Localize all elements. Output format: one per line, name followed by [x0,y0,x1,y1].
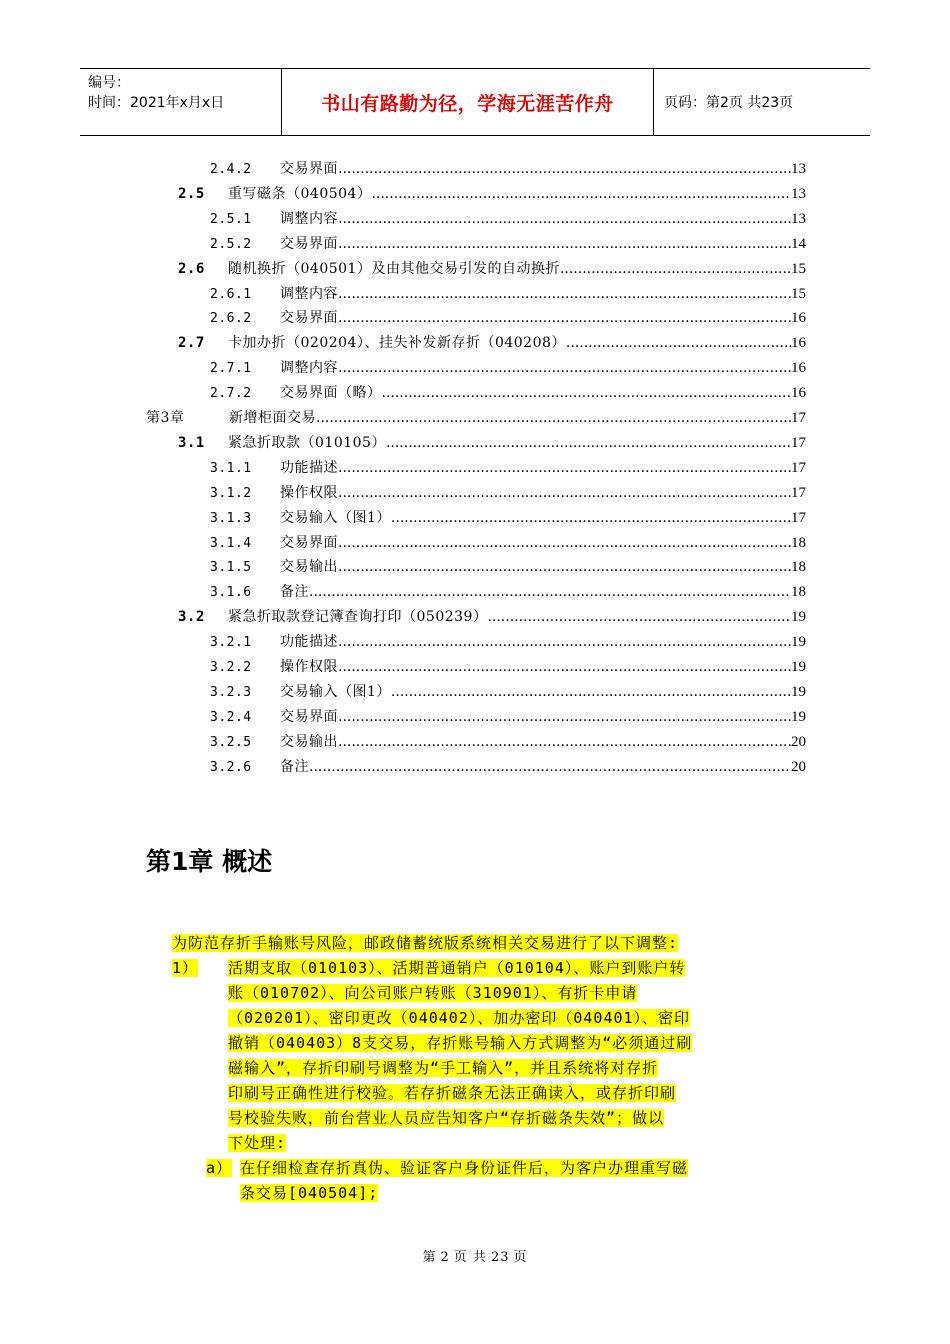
sub-item-letter: a） [206,1159,233,1177]
list-item-line: 活期支取（010103）、活期普通销户（010104）、账户到账户转 [228,959,686,977]
header-code-label: 编号： [88,75,130,91]
toc-entry-page: 14 [791,235,806,252]
toc-entry[interactable] [210,656,806,681]
toc-entry-page: 20 [791,733,806,750]
toc-entry-page: 20 [791,758,806,775]
chapter-heading: 第1章 概述 [146,847,273,876]
toc-entry[interactable] [210,631,806,656]
toc-leader-dots [391,684,791,700]
toc-entry-number: 3.1.3 [210,510,252,526]
toc-entry[interactable] [210,556,806,581]
toc-entry-page: 15 [791,260,806,277]
list-item-line: 撤销（040403）8支交易，存折账号输入方式调整为“必须通过刷 [228,1034,693,1052]
toc-entry-page: 17 [791,459,806,476]
toc-entry-page: 17 [791,434,806,451]
toc-entry-page: 19 [791,659,806,675]
toc-entry-number: 2.7.2 [210,386,252,402]
footer-suffix: 页 [513,1250,528,1265]
toc-entry-number: 2.5 [178,185,205,202]
toc-entry-title: 交易输入（图1） [280,509,391,526]
toc-entry-number: 3.1.4 [210,535,252,551]
toc-entry-title: 交易界面（略） [280,385,382,402]
toc-entry-title: 交易输出 [280,559,338,576]
toc-leader-dots [560,261,791,277]
toc-leader-dots [338,485,791,501]
toc-entry[interactable] [178,258,806,283]
toc-entry-number: 3.1 [178,434,205,451]
toc-entry-number: 3.2.5 [210,734,252,750]
list-item-line: 账（010702）、向公司账户转账（310901）、有折卡申请 [228,984,638,1002]
toc-entry[interactable] [210,581,806,606]
toc-entry-title: 交易输出 [280,733,338,750]
toc-entry[interactable] [210,532,806,557]
toc-entry-title: 操作权限 [280,484,338,501]
toc-leader-dots [338,310,791,326]
toc-leader-dots [566,335,791,351]
toc-entry-number: 3.1.6 [210,585,252,601]
toc-entry-title: 交易界面 [280,161,338,177]
toc-entry[interactable] [178,332,806,357]
toc-entry-page: 13 [791,185,806,202]
list-item-line: 下处理: [228,1134,287,1152]
header-page-info-cell [654,69,870,135]
toc-entry-page: 13 [791,210,806,227]
toc-entry[interactable] [210,382,806,407]
header-meta [80,69,282,135]
toc-entry-page: 18 [791,534,806,551]
toc-entry-page: 15 [791,285,806,302]
toc-entry[interactable] [210,208,806,233]
intro-text: 为防范存折手输账号风险，邮政储蓄统版系统相关交易进行了以下调整: [172,934,679,952]
toc-entry-page: 16 [791,335,806,352]
toc-entry-number: 2.6.1 [210,286,252,302]
sub-item-line: 条交易[040504]; [240,1184,379,1202]
toc-leader-dots [338,535,791,551]
toc-entry[interactable] [210,756,806,781]
toc-leader-dots [316,410,791,426]
toc-entry-page: 16 [791,360,806,377]
list-item-line: 号校验失败，前台营业人员应告知客户“存折磁条失效”；做以 [228,1109,665,1127]
toc-entry-title: 备注 [280,758,309,775]
toc-entry-page: 19 [791,609,806,626]
toc-entry-page: 13 [791,161,806,177]
toc-entry-number: 3.1.1 [210,460,252,476]
toc-entry[interactable] [210,482,806,507]
header-motto-cell [282,69,654,135]
toc-entry[interactable] [178,606,806,631]
toc-entry-title: 交易界面 [280,235,338,252]
toc-entry[interactable] [210,283,806,308]
toc-leader-dots [487,609,791,625]
toc-entry-number: 3.2.1 [210,635,252,651]
toc-entry-number: 2.5.2 [210,236,252,252]
toc-entry[interactable] [210,507,806,532]
toc-entry[interactable] [210,233,806,258]
toc-entry-number: 3.2.2 [210,660,252,675]
toc-entry-title: 交易界面 [280,534,338,551]
toc-entry-page: 17 [791,509,806,526]
list-item-line: 磁输入”，存折印刷号调整为“手工输入”，并且系统将对存折 [228,1059,659,1077]
toc-entry-page: 16 [791,385,806,402]
toc-entry-number: 3.2.3 [210,684,252,700]
toc-entry[interactable] [210,706,806,731]
intro-paragraph [172,931,678,956]
toc-leader-dots [338,634,791,650]
toc-entry[interactable] [210,731,806,756]
toc-entry-title: 功能描述 [280,634,338,651]
toc-leader-dots [338,360,791,376]
toc-leader-dots [309,584,791,600]
toc-entry-page: 17 [791,484,806,501]
toc-entry-number: 3.2.6 [210,759,252,775]
toc-entry-title: 调整内容 [280,210,338,227]
toc-entry-number: 2.6.2 [210,311,252,327]
toc-leader-dots [309,759,791,775]
toc-leader-dots [338,709,791,725]
toc-entry-number: 2.7.1 [210,361,252,377]
toc-entry-number: 3.1.2 [210,485,252,501]
page-footer [0,1246,950,1265]
toc-entry-title: 紧急折取款（010105） [228,434,386,451]
toc-entry-number: 3.1.5 [210,560,252,576]
list-item-line: （020201）、密印更改（040402）、加办密印（040401）、密印 [228,1009,691,1027]
sub-item-line: 在仔细检查存折真伪、验证客户身份证件后，为客户办理重写磁 [240,1159,689,1177]
list-item-number: 1） [172,959,199,977]
toc-entry-number: 2.5.1 [210,211,252,227]
header-time-label: 时间：2021年x月x日 [88,95,225,111]
toc-entry-title: 调整内容 [280,285,338,302]
toc-entry[interactable] [210,681,806,706]
toc-entry-title: 操作权限 [280,659,338,675]
toc-entry-title: 交易界面 [280,708,338,725]
toc-entry-title: 交易输入（图1） [280,683,391,700]
toc-entry[interactable] [210,158,806,183]
toc-entry-page: 19 [791,708,806,725]
toc-entry-page: 17 [791,410,806,426]
toc-leader-dots [338,559,791,575]
toc-entry-number: 3.2.4 [210,709,252,725]
toc-entry-title: 紧急折取款登记簿查询打印（050239） [228,609,488,626]
toc-entry-page: 18 [791,559,806,576]
toc-entry-page: 19 [791,683,806,700]
toc-entry[interactable] [178,432,806,457]
toc-entry-number: 第3章 [146,410,185,426]
toc-entry-number: 3.2 [178,609,205,626]
toc-leader-dots [338,734,791,750]
list-item-line: 印刷号正确性进行校验。若存折磁条无法正确读入，或存折印刷 [228,1084,677,1102]
toc-entry-page: 16 [791,310,806,327]
toc-entry-title: 重写磁条（040504） [228,185,372,202]
toc-entry-page: 19 [791,634,806,651]
toc-entry-title: 随机换折（040501）及由其他交易引发的自动换折 [228,260,560,277]
toc-entry-number: 2.7 [178,335,205,352]
toc-entry-title: 卡加办折（020204）、挂失补发新存折（040208） [228,335,566,352]
toc-leader-dots [371,186,791,202]
toc-entry[interactable] [210,357,806,382]
toc-entry-number: 2.6 [178,260,205,277]
toc-leader-dots [338,460,791,476]
toc-leader-dots [338,211,791,227]
toc-leader-dots [386,435,791,451]
header-motto: 书山有路勤为径，学海无涯苦作舟 [321,92,614,115]
toc-entry-number: 2.4.2 [210,162,252,177]
toc-leader-dots [382,385,792,401]
toc-leader-dots [338,161,791,177]
footer-prefix: 第 [422,1250,437,1265]
toc-entry[interactable] [210,307,806,332]
toc-entry-title: 功能描述 [280,459,338,476]
toc-entry-page: 18 [791,584,806,601]
toc-leader-dots [391,510,791,526]
toc-entry[interactable] [210,457,806,482]
toc-entry-title: 交易界面 [280,310,338,327]
toc-entry-title: 备注 [280,584,309,601]
toc-leader-dots [338,286,791,302]
header-page-info: 页码：第2页 共23页 [664,95,794,111]
toc-entry[interactable] [178,183,806,208]
footer-page-number: 2 [440,1250,450,1265]
toc-leader-dots [338,236,791,252]
toc-leader-dots [338,659,791,675]
footer-middle: 页 共 [453,1250,487,1265]
toc-entry-title: 新增柜面交易 [229,410,316,426]
list-item-text [228,956,806,1156]
sub-item-text [240,1156,800,1206]
footer-total-pages: 23 [490,1250,510,1265]
toc-entry-title: 调整内容 [280,360,338,377]
toc-entry[interactable] [146,407,806,432]
page-header [80,68,870,136]
